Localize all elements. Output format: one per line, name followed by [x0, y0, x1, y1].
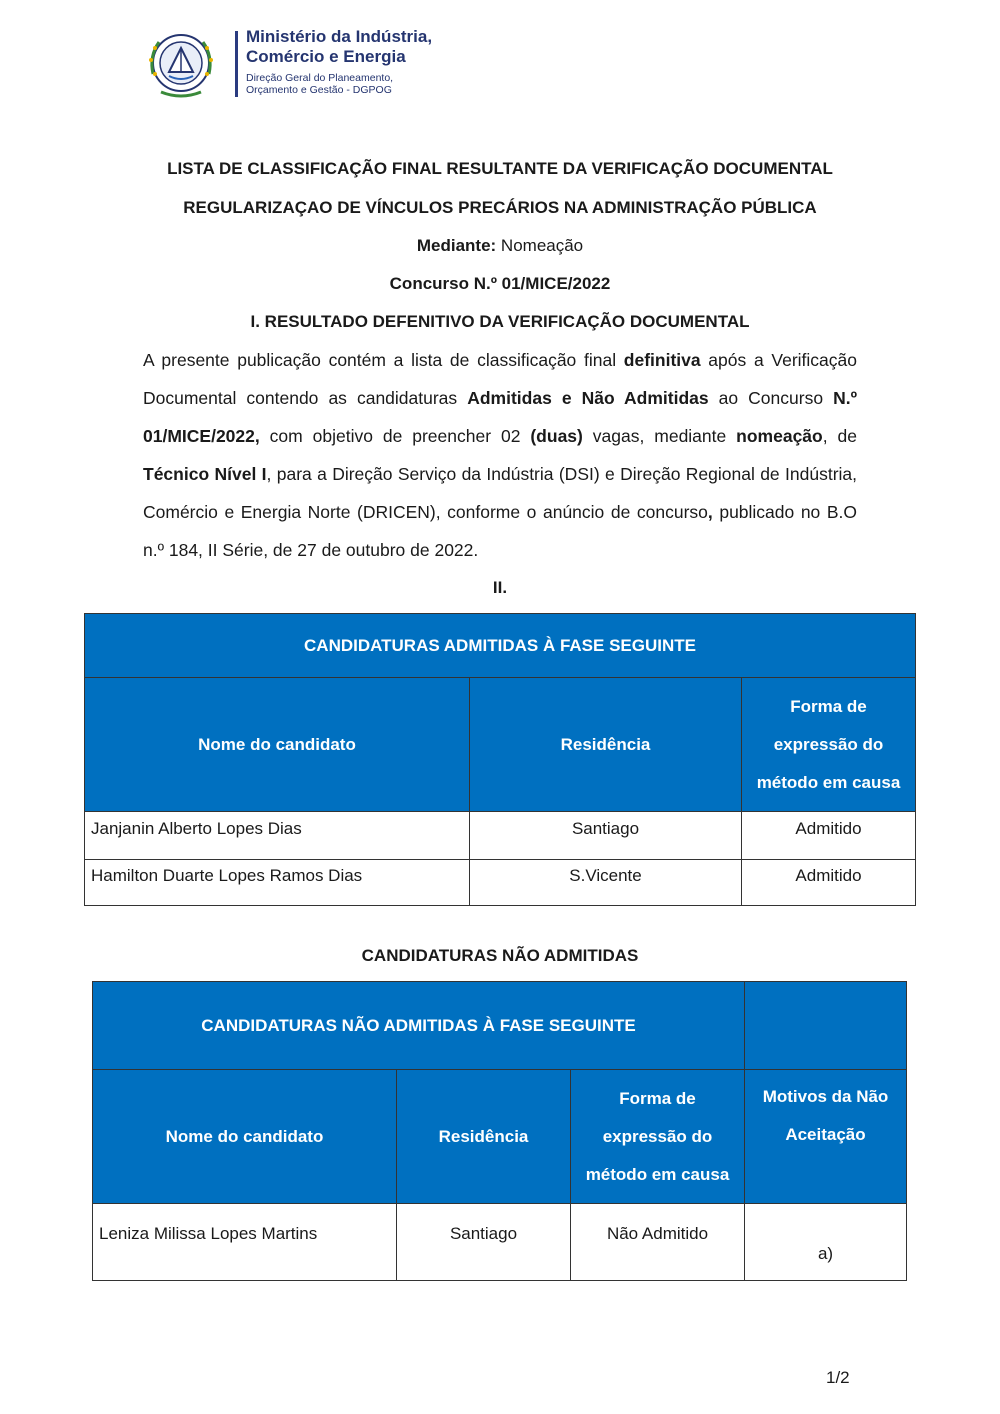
admitted-table-title: CANDIDATURAS ADMITIDAS À FASE SEGUINTE	[85, 614, 916, 678]
paragraph-text: , de	[822, 426, 857, 446]
paragraph-text: , para a Direção Serviço da Indústria (DSI) e Direção Regional de Indústria, Comércio e Energia Norte (DRICEN), conforme o anúncio de concurso	[143, 464, 858, 522]
admitted-table	[84, 613, 916, 906]
table-row	[93, 1204, 907, 1281]
paragraph-bold: Admitidas e Não Admitidas	[467, 388, 709, 408]
header-candidate-name: Nome do candidato	[93, 1070, 397, 1204]
intro-paragraph	[143, 341, 857, 569]
candidate-residence: Santiago	[470, 812, 742, 860]
paragraph-bold: N.º 01/MICE/2022,	[143, 388, 858, 446]
paragraph-text: vagas, mediante	[582, 426, 737, 446]
page-number: 1/2	[826, 1368, 850, 1387]
concurso-number: Concurso N.º 01/MICE/2022	[389, 274, 611, 293]
logo-divider	[235, 31, 238, 97]
header-expression-form	[742, 678, 916, 812]
header-rejection-reasons-line: Motivos da Não	[762, 1087, 889, 1106]
section-1-heading: I. RESULTADO DEFENITIVO DA VERIFICAÇÃO DOCUMENTAL	[250, 312, 750, 331]
table-row	[85, 860, 916, 906]
candidate-residence: Santiago	[397, 1204, 571, 1281]
header-rejection-reasons-line: Aceitação	[785, 1125, 866, 1144]
header-expression-form-line: expressão do	[602, 1126, 713, 1146]
empty-header-cell	[745, 982, 907, 1070]
header-expression-form	[571, 1070, 745, 1204]
paragraph-bold: Técnico Nível I	[143, 464, 267, 484]
candidate-name: Janjanin Alberto Lopes Dias	[85, 812, 470, 860]
rejection-reason: a)	[745, 1204, 907, 1281]
candidate-status: Não Admitido	[571, 1204, 745, 1281]
candidate-status: Admitido	[742, 860, 916, 906]
paragraph-bold: (duas)	[530, 426, 583, 446]
paragraph-text: A presente publicação contém a lista de classificação final	[143, 350, 624, 370]
header-expression-form-line: método em causa	[756, 772, 901, 792]
mediante-value: Nomeação	[500, 236, 584, 255]
paragraph-bold: ,	[707, 502, 713, 522]
header-expression-form-line: Forma de	[619, 1088, 696, 1108]
paragraph-bold: nomeação	[736, 426, 823, 446]
department-name	[246, 72, 393, 96]
ministry-logo	[143, 26, 473, 101]
not-admitted-heading: CANDIDATURAS NÃO ADMITIDAS	[361, 946, 639, 965]
mediante-label: Mediante:	[416, 236, 497, 255]
section-2-heading: II.	[492, 578, 508, 597]
not-admitted-table	[92, 981, 907, 1281]
header-rejection-reasons	[745, 1070, 907, 1204]
candidate-name: Leniza Milissa Lopes Martins	[93, 1204, 397, 1281]
ministry-line-2: Comércio e Energia	[246, 47, 406, 66]
department-line-2: Orçamento e Gestão - DGPOG	[246, 84, 392, 96]
candidate-status: Admitido	[742, 812, 916, 860]
table-row	[85, 812, 916, 860]
candidate-name: Hamilton Duarte Lopes Ramos Dias	[85, 860, 470, 906]
paragraph-text: publicado no B.O n.º 184, II Série, de 27 de outubro de 2022.	[143, 502, 857, 560]
header-candidate-name: Nome do candidato	[85, 678, 470, 812]
mediante-line	[0, 236, 1000, 256]
paragraph-text: com objetivo de preencher 02	[259, 426, 531, 446]
header-expression-form-line: método em causa	[585, 1164, 730, 1184]
national-seal-icon	[143, 26, 229, 101]
title-line-1: LISTA DE CLASSIFICAÇÃO FINAL RESULTANTE DA VERIFICAÇÃO DOCUMENTAL	[167, 159, 833, 178]
header-expression-form-line: expressão do	[773, 734, 884, 754]
header-residence: Residência	[397, 1070, 571, 1204]
paragraph-bold: definitiva	[623, 350, 701, 370]
ministry-line-1: Ministério da Indústria,	[246, 27, 433, 46]
title-line-2: REGULARIZAÇAO DE VÍNCULOS PRECÁRIOS NA ADMINISTRAÇÃO PÚBLICA	[183, 198, 817, 217]
paragraph-text: ao Concurso	[708, 388, 834, 408]
paragraph-text: após a Verificação Documental contendo as candidaturas	[143, 350, 857, 408]
department-line-1: Direção Geral do Planeamento,	[246, 72, 394, 84]
not-admitted-table-title: CANDIDATURAS NÃO ADMITIDAS À FASE SEGUINTE	[93, 982, 745, 1070]
header-residence: Residência	[470, 678, 742, 812]
candidate-residence: S.Vicente	[470, 860, 742, 906]
header-expression-form-line: Forma de	[790, 696, 867, 716]
ministry-name	[246, 27, 432, 67]
